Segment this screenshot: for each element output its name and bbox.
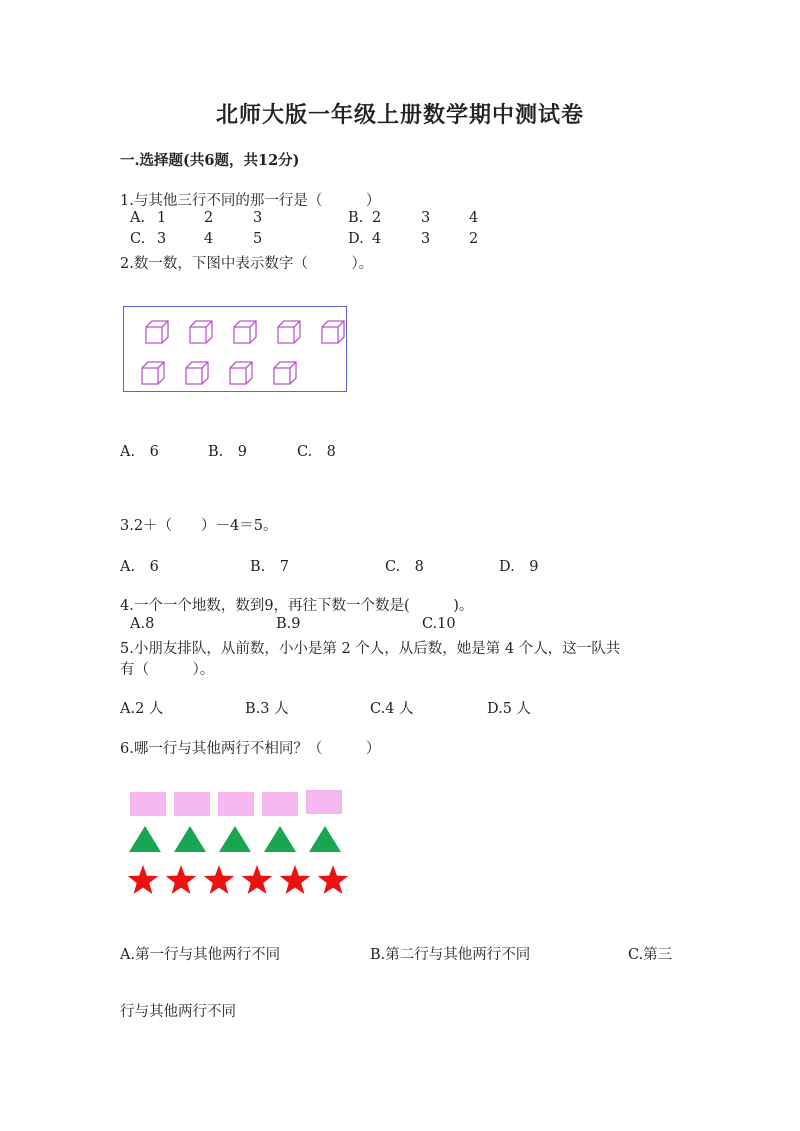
cube-icon — [277, 320, 301, 344]
pink-rectangle — [218, 792, 254, 816]
q1-option-d-num-3: 2 — [469, 231, 479, 247]
green-triangle — [263, 825, 297, 853]
shapes-figure — [126, 787, 356, 899]
q1-option-d-letter: D. — [348, 231, 364, 247]
q2-option-b: B. 9 — [208, 444, 247, 460]
pink-rectangle — [262, 792, 298, 816]
red-star — [240, 864, 274, 898]
green-triangle — [308, 825, 342, 853]
q3-option-d: D. 9 — [499, 559, 539, 575]
q1-option-c-num-2: 4 — [204, 231, 214, 247]
q1-option-d-num-1: 4 — [372, 231, 382, 247]
red-star — [278, 864, 312, 898]
q5-option-b: B.3 人 — [245, 701, 289, 717]
q1-option-b-num-2: 3 — [421, 210, 431, 226]
cube-icon — [189, 320, 213, 344]
section-heading: 一.选择题(共6题，共12分) — [120, 152, 300, 169]
q2-option-a: A. 6 — [120, 444, 159, 460]
q1-option-b-num-1: 2 — [372, 210, 382, 226]
q1-option-c-num-1: 3 — [157, 231, 167, 247]
question-5-line-2: 有（ ）。 — [120, 662, 215, 678]
pink-rectangle — [174, 792, 210, 816]
q5-option-a: A.2 人 — [120, 701, 164, 717]
cube-icon — [185, 361, 209, 385]
q4-option-b: B.9 — [276, 616, 301, 632]
green-triangle — [128, 825, 162, 853]
pink-rectangle — [306, 790, 342, 814]
q1-option-a-num-3: 3 — [253, 210, 263, 226]
q6-option-b: B.第二行与其他两行不同 — [370, 947, 531, 963]
q1-option-c-letter: C. — [130, 231, 146, 247]
q1-option-b-letter: B. — [348, 210, 364, 226]
q2-option-c: C. 8 — [297, 444, 336, 460]
q1-option-a-num-2: 2 — [204, 210, 214, 226]
q6-option-c-continued: 行与其他两行不同 — [120, 1004, 236, 1020]
red-star — [316, 864, 350, 898]
q3-option-b: B. 7 — [250, 559, 289, 575]
question-6-text: 6.哪一行与其他两行不相同？（ ） — [120, 741, 381, 757]
red-star — [126, 864, 160, 898]
pink-rectangle — [130, 792, 166, 816]
question-1-text: 1.与其他三行不同的那一行是（ ） — [120, 193, 381, 209]
q1-option-c-num-3: 5 — [253, 231, 263, 247]
green-triangle — [218, 825, 252, 853]
q1-option-a-letter: A. — [130, 210, 146, 226]
q3-option-a: A. 6 — [120, 559, 159, 575]
cube-icon — [321, 320, 345, 344]
cube-figure — [123, 306, 347, 392]
q4-option-c: C.10 — [422, 616, 456, 632]
green-triangle — [173, 825, 207, 853]
red-star — [202, 864, 236, 898]
q1-option-a-num-1: 1 — [157, 210, 167, 226]
q1-option-d-num-2: 3 — [421, 231, 431, 247]
cube-icon — [233, 320, 257, 344]
question-5-line-1: 5.小朋友排队，从前数，小小是第 2 个人，从后数，她是第 4 个人，这一队共 — [120, 641, 621, 657]
cube-icon — [273, 361, 297, 385]
q4-option-a: A.8 — [130, 616, 155, 632]
cube-icon — [145, 320, 169, 344]
page-title: 北师大版一年级上册数学期中测试卷 — [215, 102, 584, 128]
cube-icon — [141, 361, 165, 385]
red-star — [164, 864, 198, 898]
q5-option-d: D.5 人 — [487, 701, 532, 717]
cube-icon — [229, 361, 253, 385]
question-2-text: 2.数一数，下图中表示数字（ ）。 — [120, 256, 374, 272]
q6-option-a: A.第一行与其他两行不同 — [120, 947, 281, 963]
q6-option-c: C.第三 — [628, 947, 673, 963]
q3-option-c: C. 8 — [385, 559, 424, 575]
q1-option-b-num-3: 4 — [469, 210, 479, 226]
question-4-text: 4.一个一个地数，数到9，再往下数一个数是( )。 — [120, 598, 474, 614]
q5-option-c: C.4 人 — [370, 701, 414, 717]
question-3-text: 3.2＋（ ）－4＝5。 — [120, 518, 278, 534]
